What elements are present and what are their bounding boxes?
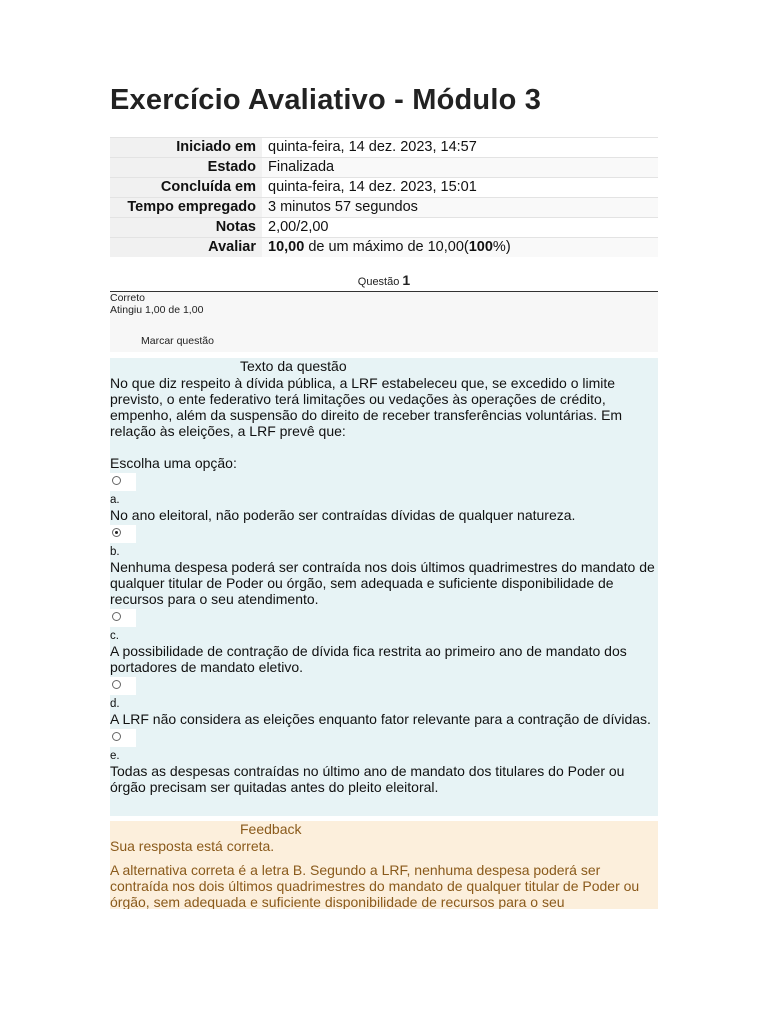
option-letter: b. [110,546,120,558]
answer-options [110,473,658,795]
summary-label: Iniciado em [110,138,262,158]
question-text-heading: Texto da questão [240,358,347,374]
question-number: 1 [402,272,411,288]
option-letter: e. [110,750,120,762]
summary-label: Notas [110,218,262,238]
attempt-summary-table [110,137,658,257]
option-radio-a[interactable] [110,473,136,491]
summary-label: Concluída em [110,178,262,198]
grade-score: 10,00 [268,239,305,255]
option-radio-c[interactable] [110,609,136,627]
answer-prompt: Escolha uma opção: [110,455,237,471]
summary-row-completed [110,178,658,198]
summary-row-started [110,138,658,158]
feedback-explanation: A alternativa correta é a letra B. Segundo a LRF, nenhuma despesa poderá ser contraída nos dois últimos quadrimestres do mandato de qualquer titular de Poder ou órgão, sem adequada e suficiente disponibilidade de recursos para o seu [110,862,640,909]
page-title: Exercício Avaliativo - Módulo 3 [110,84,542,116]
question-info [110,292,658,352]
option-text[interactable]: Nenhuma despesa poderá ser contraída nos dois últimos quadrimestres do mandato de qualquer titular de Poder ou órgão, sem adequada e suficiente disponibilidade de recursos para o seu atendimento. [110,559,655,607]
feedback-heading: Feedback [240,821,302,837]
radio-checked-icon [112,528,121,537]
summary-value: 3 minutos 57 segundos [262,198,658,218]
option-text[interactable]: Todas as despesas contraídas no último ano de mandato dos titulares do Poder ou órgão precisam ser quitadas antes do pleito eleitoral. [110,763,625,795]
option-radio-e[interactable] [110,729,136,747]
question-status: Correto [110,292,146,304]
summary-value: quinta-feira, 14 dez. 2023, 14:57 [262,138,658,158]
summary-label: Estado [110,158,262,178]
question-score: Atingiu 1,00 de 1,00 [110,304,204,316]
grade-percent: 100 [468,239,493,255]
option-text[interactable]: No ano eleitoral, não poderão ser contraídas dívidas de qualquer natureza. [110,507,576,523]
question-content [110,358,658,816]
radio-unchecked-icon [112,680,121,689]
option-radio-b[interactable] [110,525,136,543]
summary-row-time [110,198,658,218]
summary-grade-value [262,238,658,258]
question-text: No que diz respeito à dívida pública, a LRF estabeleceu que, se excedido o limite previsto, o ente federativo terá limitações ou vedações às operações de crédito, empenho, além da suspensão do direito de receber transferências voluntárias. Em relação às eleições, a LRF prevê que: [110,375,623,439]
option-letter: a. [110,494,120,506]
radio-unchecked-icon [112,732,121,741]
grade-max: de um máximo de 10,00( [304,239,469,255]
question-header [110,272,658,292]
summary-row-grade [110,238,658,258]
summary-value: Finalizada [262,158,658,178]
option-radio-d[interactable] [110,677,136,695]
summary-label: Tempo empregado [110,198,262,218]
grade-end: %) [492,239,511,255]
feedback-panel [110,821,658,909]
summary-value: 2,00/2,00 [262,218,658,238]
radio-unchecked-icon [112,612,121,621]
question-label: Questão [357,276,400,288]
option-text[interactable]: A LRF não considera as eleições enquanto fator relevante para a contração de dívidas. [110,711,651,727]
option-text[interactable]: A possibilidade de contração de dívida fica restrita ao primeiro ano de mandato dos portadores de mandato eletivo. [110,643,627,675]
summary-value: quinta-feira, 14 dez. 2023, 15:01 [262,178,658,198]
summary-row-state [110,158,658,178]
option-letter: d. [110,698,120,710]
flag-question-link[interactable]: Marcar questão [141,335,214,347]
summary-row-marks [110,218,658,238]
radio-unchecked-icon [112,476,121,485]
feedback-result: Sua resposta está correta. [110,838,275,854]
summary-label: Avaliar [110,238,262,258]
option-letter: c. [110,630,119,642]
